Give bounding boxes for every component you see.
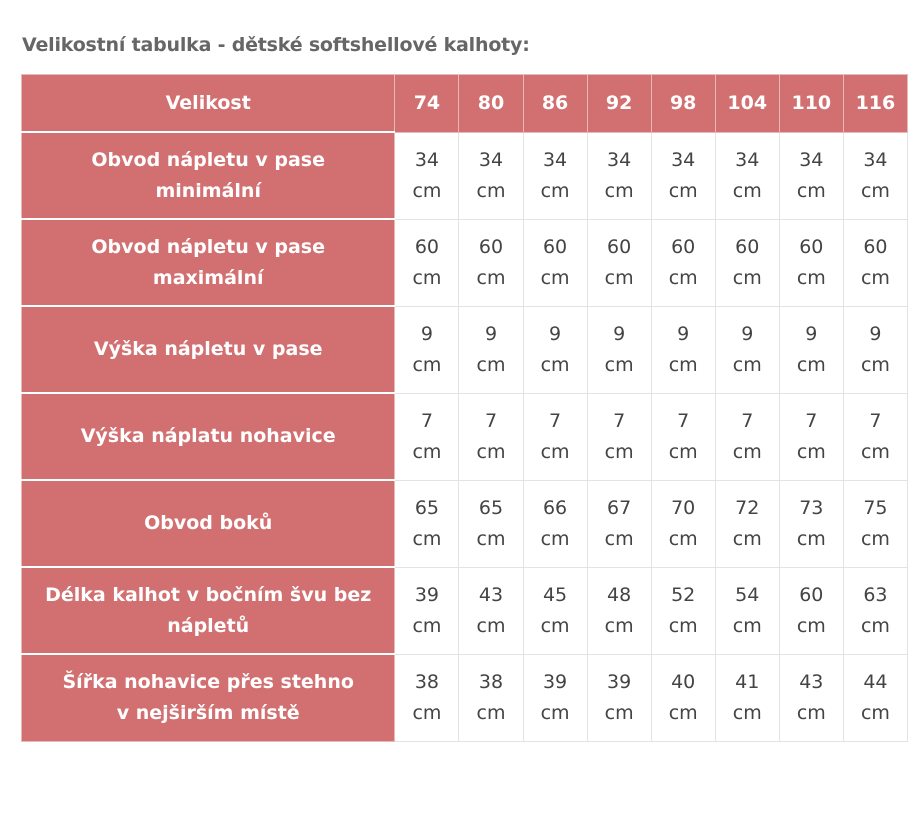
header-row [22, 75, 908, 133]
measurement-value: 43 [799, 670, 824, 693]
measurement-cell [587, 219, 651, 306]
measurement-cell [651, 654, 715, 741]
measurement-unit: cm [796, 179, 826, 202]
header-size-cell: 80 [459, 75, 523, 133]
measurement-cell [715, 132, 779, 219]
row-label-line: nápletů [167, 614, 250, 637]
measurement-cell [395, 132, 459, 219]
measurement-cell [651, 306, 715, 393]
measurement-value: 34 [671, 148, 696, 171]
measurement-unit: cm [796, 266, 826, 289]
measurement-value: 75 [863, 496, 888, 519]
measurement-value: 65 [478, 496, 504, 519]
measurement-cell [523, 480, 587, 567]
measurement-unit: cm [860, 614, 890, 637]
row-label-line: Šířka nohavice přes stehno [62, 670, 354, 693]
measurement-cell [715, 219, 779, 306]
measurement-unit: cm [412, 266, 442, 289]
measurement-unit: cm [476, 527, 506, 550]
measurement-value: 9 [741, 322, 754, 345]
measurement-unit: cm [732, 266, 762, 289]
table-body [22, 132, 908, 741]
page-title: Velikostní tabulka - dětské softshellové kalhoty: [22, 34, 530, 56]
measurement-value: 60 [799, 583, 824, 606]
measurement-unit: cm [732, 701, 762, 724]
measurement-value: 9 [484, 322, 498, 345]
measurement-value: 60 [863, 235, 888, 258]
measurement-cell [587, 306, 651, 393]
row-label-line: Obvod boků [144, 512, 273, 534]
measurement-unit: cm [604, 701, 634, 724]
measurement-cell [587, 654, 651, 741]
measurement-cell [779, 132, 843, 219]
measurement-unit: cm [604, 353, 634, 376]
table-row [22, 132, 908, 219]
measurement-cell [715, 480, 779, 567]
measurement-value: 38 [478, 670, 504, 693]
measurement-value: 7 [484, 409, 498, 432]
measurement-value: 9 [549, 322, 562, 345]
measurement-cell [395, 567, 459, 654]
measurement-unit: cm [412, 353, 442, 376]
row-label-line: Obvod nápletu v pase [91, 148, 325, 171]
measurement-unit: cm [476, 266, 506, 289]
measurement-value: 60 [414, 235, 440, 258]
measurement-cell [843, 567, 907, 654]
row-label-line: Výška nápletu v pase [93, 338, 323, 360]
header-size-cell: 104 [715, 75, 779, 133]
measurement-unit: cm [796, 353, 826, 376]
measurement-cell [395, 480, 459, 567]
measurement-unit: cm [604, 614, 634, 637]
measurement-value: 48 [607, 583, 632, 606]
measurement-unit: cm [796, 527, 826, 550]
measurement-value: 65 [414, 496, 440, 519]
measurement-unit: cm [860, 179, 890, 202]
measurement-unit: cm [412, 440, 442, 463]
measurement-cell [779, 567, 843, 654]
measurement-unit: cm [540, 266, 570, 289]
measurement-cell [587, 132, 651, 219]
measurement-cell [843, 654, 907, 741]
measurement-cell [651, 132, 715, 219]
measurement-unit: cm [540, 527, 570, 550]
header-size-cell: 110 [779, 75, 843, 133]
measurement-unit: cm [476, 440, 506, 463]
measurement-unit: cm [668, 266, 698, 289]
measurement-cell [843, 132, 907, 219]
measurement-unit: cm [860, 701, 890, 724]
measurement-cell [715, 654, 779, 741]
row-label-cell [22, 567, 395, 654]
measurement-value: 70 [671, 496, 696, 519]
measurement-cell [779, 306, 843, 393]
measurement-cell [459, 132, 523, 219]
measurement-unit: cm [796, 614, 826, 637]
measurement-unit: cm [732, 179, 762, 202]
header-label-cell: Velikost [22, 75, 395, 133]
measurement-cell [651, 480, 715, 567]
measurement-value: 73 [799, 496, 824, 519]
measurement-unit: cm [860, 353, 890, 376]
measurement-unit: cm [540, 353, 570, 376]
header-size-cell: 86 [523, 75, 587, 133]
measurement-unit: cm [604, 179, 634, 202]
measurement-value: 40 [671, 670, 696, 693]
measurement-value: 39 [607, 670, 632, 693]
measurement-unit: cm [860, 527, 890, 550]
measurement-cell [523, 654, 587, 741]
row-label-cell [22, 219, 395, 306]
measurement-value: 34 [735, 148, 760, 171]
header-size-cell: 98 [651, 75, 715, 133]
measurement-cell [395, 306, 459, 393]
measurement-unit: cm [732, 353, 762, 376]
measurement-value: 7 [805, 409, 818, 432]
measurement-cell [587, 567, 651, 654]
measurement-unit: cm [604, 266, 634, 289]
measurement-unit: cm [732, 527, 762, 550]
measurement-value: 9 [869, 322, 882, 345]
measurement-cell [459, 654, 523, 741]
measurement-cell [715, 567, 779, 654]
measurement-cell [715, 393, 779, 480]
measurement-cell [523, 219, 587, 306]
measurement-value: 60 [542, 235, 568, 258]
measurement-unit: cm [604, 440, 634, 463]
measurement-cell [395, 393, 459, 480]
measurement-value: 60 [478, 235, 504, 258]
row-label-cell [22, 393, 395, 480]
measurement-cell [843, 393, 907, 480]
measurement-unit: cm [412, 701, 442, 724]
measurement-value: 9 [805, 322, 818, 345]
measurement-value: 44 [863, 670, 888, 693]
measurement-value: 54 [735, 583, 760, 606]
measurement-value: 34 [863, 148, 888, 171]
measurement-cell [715, 306, 779, 393]
measurement-unit: cm [540, 614, 570, 637]
measurement-cell [523, 306, 587, 393]
measurement-value: 39 [542, 670, 568, 693]
measurement-cell [651, 567, 715, 654]
measurement-value: 52 [671, 583, 696, 606]
header-size-cell: 92 [587, 75, 651, 133]
measurement-unit: cm [796, 440, 826, 463]
table-row [22, 567, 908, 654]
measurement-cell [459, 480, 523, 567]
measurement-unit: cm [668, 527, 698, 550]
measurement-unit: cm [412, 527, 442, 550]
measurement-value: 7 [549, 409, 562, 432]
measurement-value: 7 [613, 409, 626, 432]
measurement-value: 34 [607, 148, 632, 171]
header-size-cell: 74 [395, 75, 459, 133]
measurement-unit: cm [668, 440, 698, 463]
measurement-value: 34 [414, 148, 440, 171]
measurement-value: 34 [542, 148, 568, 171]
size-chart-table [21, 74, 908, 742]
measurement-value: 41 [735, 670, 760, 693]
table-row [22, 393, 908, 480]
measurement-unit: cm [668, 353, 698, 376]
measurement-unit: cm [540, 440, 570, 463]
row-label-cell [22, 654, 395, 741]
row-label-line: Výška náplatu nohavice [80, 425, 336, 447]
measurement-cell [651, 393, 715, 480]
measurement-cell [843, 480, 907, 567]
measurement-unit: cm [860, 440, 890, 463]
measurement-value: 9 [420, 322, 433, 345]
measurement-value: 7 [741, 409, 754, 432]
measurement-unit: cm [540, 701, 570, 724]
measurement-unit: cm [732, 614, 762, 637]
measurement-cell [523, 567, 587, 654]
measurement-cell [459, 393, 523, 480]
measurement-unit: cm [668, 701, 698, 724]
table-row [22, 480, 908, 567]
measurement-cell [395, 219, 459, 306]
measurement-cell [779, 654, 843, 741]
row-label-cell [22, 306, 395, 393]
row-label-line: minimální [155, 179, 261, 202]
measurement-cell [459, 219, 523, 306]
measurement-cell [779, 480, 843, 567]
measurement-value: 38 [414, 670, 440, 693]
measurement-value: 66 [542, 496, 568, 519]
measurement-cell [523, 132, 587, 219]
table-row [22, 654, 908, 741]
measurement-value: 9 [677, 322, 690, 345]
table-row [22, 306, 908, 393]
measurement-value: 34 [478, 148, 504, 171]
measurement-cell [587, 480, 651, 567]
measurement-cell [459, 567, 523, 654]
measurement-value: 7 [420, 409, 433, 432]
measurement-value: 7 [677, 409, 690, 432]
measurement-value: 60 [799, 235, 824, 258]
measurement-value: 60 [671, 235, 696, 258]
measurement-cell [651, 219, 715, 306]
measurement-value: 60 [735, 235, 760, 258]
measurement-cell [843, 219, 907, 306]
measurement-unit: cm [668, 614, 698, 637]
measurement-value: 45 [542, 583, 568, 606]
measurement-value: 39 [414, 583, 440, 606]
measurement-value: 7 [869, 409, 882, 432]
measurement-cell [779, 393, 843, 480]
measurement-value: 43 [478, 583, 504, 606]
measurement-value: 9 [613, 322, 626, 345]
row-label-line: Délka kalhot v bočním švu bez [45, 583, 372, 606]
measurement-unit: cm [476, 179, 506, 202]
measurement-unit: cm [732, 440, 762, 463]
measurement-cell [779, 219, 843, 306]
measurement-value: 63 [863, 583, 888, 606]
measurement-cell [459, 306, 523, 393]
measurement-cell [395, 654, 459, 741]
measurement-unit: cm [412, 179, 442, 202]
measurement-unit: cm [540, 179, 570, 202]
header-size-cell: 116 [843, 75, 907, 133]
measurement-unit: cm [860, 266, 890, 289]
measurement-unit: cm [668, 179, 698, 202]
measurement-unit: cm [476, 701, 506, 724]
measurement-value: 67 [607, 496, 632, 519]
measurement-value: 72 [735, 496, 760, 519]
measurement-value: 34 [799, 148, 824, 171]
measurement-value: 60 [607, 235, 632, 258]
row-label-line: v nejširším místě [116, 701, 300, 724]
measurement-cell [587, 393, 651, 480]
measurement-cell [523, 393, 587, 480]
table-row [22, 219, 908, 306]
row-label-line: Obvod nápletu v pase [91, 235, 325, 258]
measurement-unit: cm [796, 701, 826, 724]
row-label-cell [22, 480, 395, 567]
row-label-cell [22, 132, 395, 219]
measurement-unit: cm [476, 353, 506, 376]
row-label-line: maximální [152, 266, 264, 289]
measurement-unit: cm [412, 614, 442, 637]
measurement-cell [843, 306, 907, 393]
measurement-unit: cm [476, 614, 506, 637]
measurement-unit: cm [604, 527, 634, 550]
